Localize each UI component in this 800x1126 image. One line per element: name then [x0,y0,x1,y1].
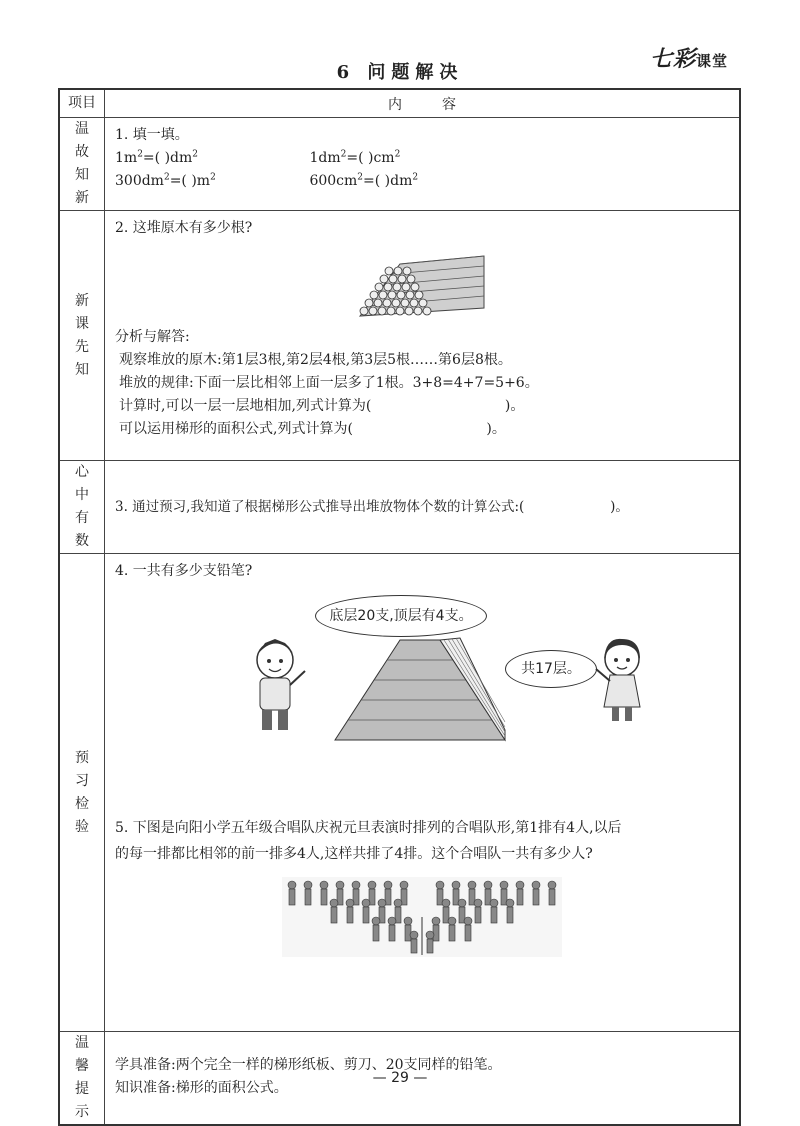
header-content: 内容 [105,89,741,118]
tips-line-1: 学具准备:两个完全一样的梯形纸板、剪刀、20支同样的铅笔。 [115,1057,502,1073]
new-lesson-content [105,211,741,461]
pencil-figure [115,595,729,745]
page-title: 6 问题解决 [336,62,464,83]
girl-image [590,635,650,725]
fill-item-3: $300dm^2=$( )$m^2$ [115,172,216,189]
girl-speech-bubble: 共17层。 [505,650,597,688]
header-item: 项目 [59,89,105,118]
review-content [105,118,741,211]
review-row [59,118,740,211]
table-header [59,89,740,118]
new-lesson-row [59,211,740,461]
review-heading: 1. 填一填。 [115,127,189,143]
boy-speech-bubble: 底层20支,顶层有4支。 [315,595,487,637]
heart-row [59,461,740,554]
analysis-line-3: 计算时,可以一层一层地相加,列式计算为( )。 [119,398,525,414]
heart-content [105,461,741,554]
log-pile-image [352,248,492,320]
brand-logo: 七彩课堂 [650,47,729,72]
preview-row [59,554,740,1032]
fill-item-1: $1m^2=$( )$dm^2$ [115,149,198,166]
formula-question: 3. 通过预习,我知道了根据梯形公式推导出堆放物体个数的计算公式:( )。 [115,498,629,515]
tips-line-2: 知识准备:梯形的面积公式。 [115,1080,288,1096]
tips-label: 温馨提示 [75,1035,89,1120]
log-question: 2. 这堆原木有多少根? [115,220,253,236]
worksheet-table [58,88,741,1126]
preview-label: 预习检验 [75,749,89,835]
choir-question: 5. 下图是向阳小学五年级合唱队庆祝元旦表演时排列的合唱队形,第1排有4人,以后 的每一排都比相邻的前一排多4人,这样共排了4排。这个合唱队一共有多少人? [115,820,622,862]
analysis-line-2: 堆放的规律:下面一层比相邻上面一层多了1根。3+8=4+7=5+6。 [119,375,539,391]
review-label: 温故知新 [75,121,89,206]
boy-image [245,635,315,735]
new-lesson-label: 新课先知 [75,292,89,378]
pencil-pile-image [330,635,510,745]
preview-content [105,554,741,1032]
choir-image [282,877,562,957]
page-number: — 29 — [372,1070,428,1086]
analysis-line-4: 可以运用梯形的面积公式,列式计算为( )。 [119,421,506,437]
heart-label: 心中有数 [75,464,89,549]
fill-item-4: $600cm^2=$( )$dm^2$ [309,172,419,189]
fill-item-2: $1dm^2=$( )$cm^2$ [309,149,401,166]
analysis-heading: 分析与解答: [115,329,190,345]
pencil-question: 4. 一共有多少支铅笔? [115,563,253,579]
analysis-line-1: 观察堆放的原木:第1层3根,第2层4根,第3层5根……第6层8根。 [119,352,512,368]
